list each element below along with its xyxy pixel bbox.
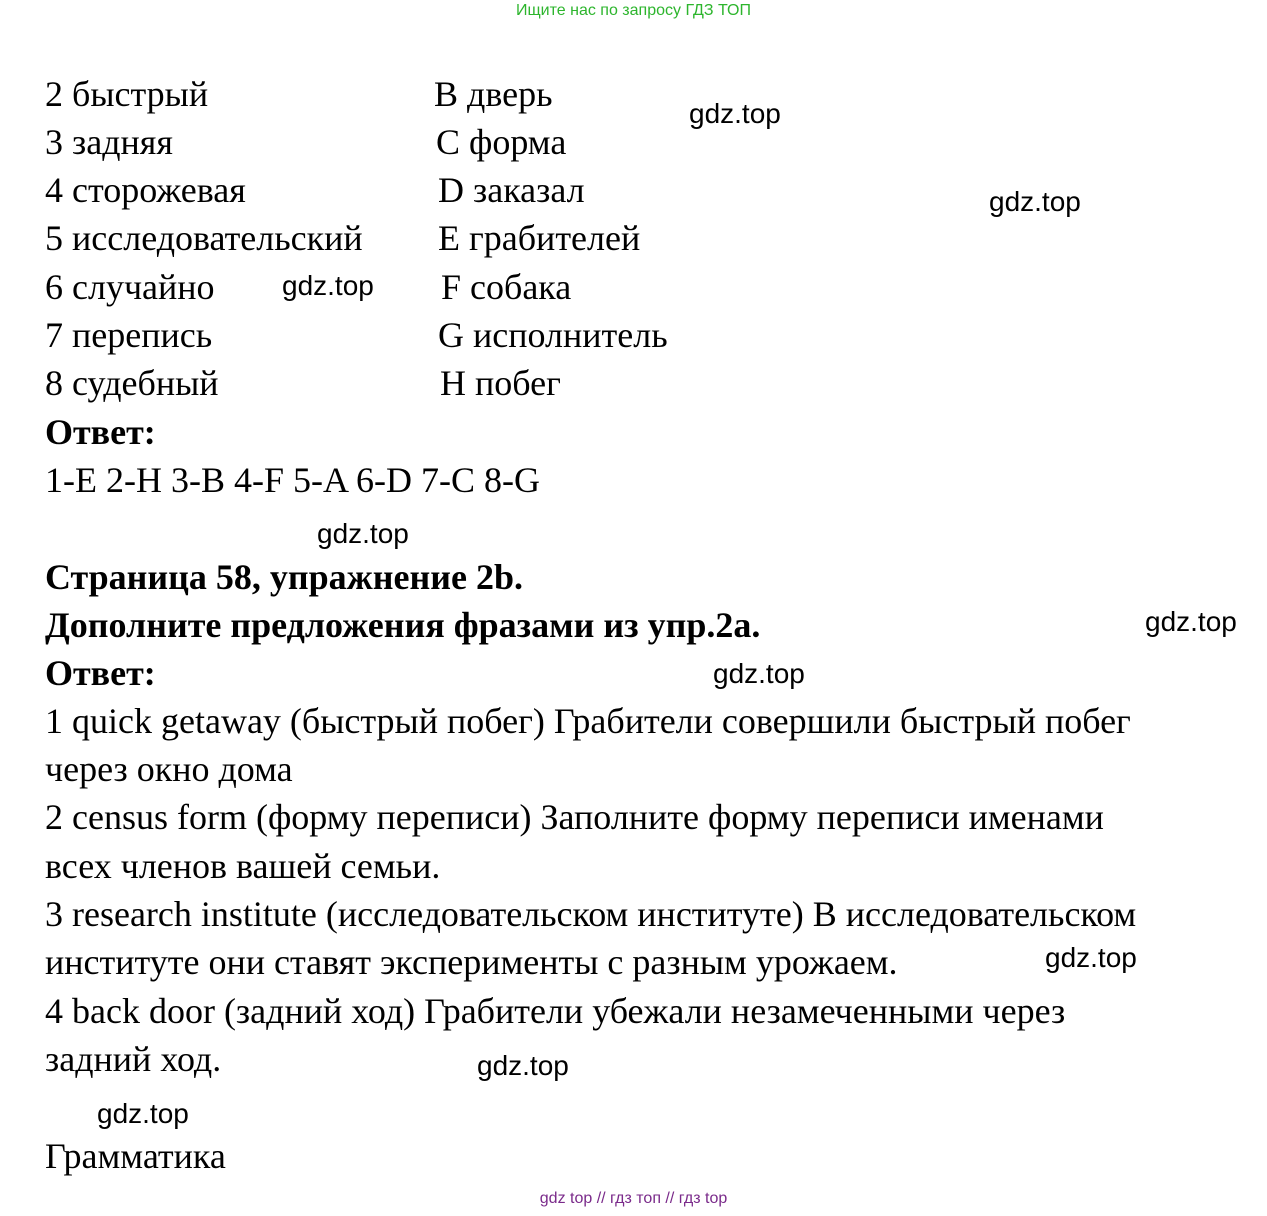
- left-item-6: 6 случайно: [45, 267, 215, 307]
- left-item-7: 7 перепись: [45, 315, 213, 355]
- watermark: gdz.top: [317, 518, 409, 549]
- answer-heading-2: Ответ:: [45, 653, 156, 693]
- right-item-g: G исполнитель: [438, 315, 668, 355]
- watermark: gdz.top: [989, 186, 1081, 217]
- answer-line-5: 3 research institute (исследовательском институте) В исследовательском: [45, 894, 1137, 934]
- watermark: gdz.top: [1045, 942, 1137, 973]
- right-item-c: C форма: [436, 122, 567, 162]
- watermark: gdz.top: [1145, 606, 1237, 637]
- answer-line-8: задний ход.: [45, 1039, 222, 1079]
- answer-text-1: 1-E 2-H 3-B 4-F 5-A 6-D 7-C 8-G: [45, 460, 540, 500]
- answer-line-4: всех членов вашей семьи.: [45, 846, 441, 886]
- answer-heading-1: Ответ:: [45, 412, 156, 452]
- watermark: gdz.top: [477, 1050, 569, 1081]
- answer-line-1: 1 quick getaway (быстрый побег) Грабители совершили быстрый побег: [45, 701, 1131, 741]
- left-item-8: 8 судебный: [45, 363, 219, 403]
- watermark: gdz.top: [97, 1098, 189, 1129]
- right-item-d: D заказал: [438, 170, 585, 210]
- left-item-3: 3 задняя: [45, 122, 173, 162]
- top-banner: Ищите нас по запросу ГДЗ ТОП: [516, 2, 751, 19]
- watermark: gdz.top: [689, 98, 781, 129]
- exercise-instruction: Дополните предложения фразами из упр.2a.: [45, 605, 761, 645]
- section-title-grammar: Грамматика: [45, 1136, 226, 1176]
- answer-line-7: 4 back door (задний ход) Грабители убежали незамеченными через: [45, 991, 1066, 1031]
- left-item-4: 4 сторожевая: [45, 170, 246, 210]
- exercise-title: Страница 58, упражнение 2b.: [45, 557, 523, 597]
- watermark: gdz.top: [713, 658, 805, 689]
- right-item-h: H побег: [440, 363, 561, 403]
- right-item-f: F собака: [441, 267, 572, 307]
- footer-links: gdz top // гдз топ // гдз top: [539, 1190, 728, 1207]
- watermark: gdz.top: [282, 270, 374, 301]
- right-item-b: B дверь: [434, 74, 553, 114]
- answer-line-2: через окно дома: [45, 749, 293, 789]
- left-item-2: 2 быстрый: [45, 74, 209, 114]
- left-item-5: 5 исследовательский: [45, 218, 363, 258]
- right-item-e: E грабителей: [438, 218, 641, 258]
- answer-line-3: 2 census form (форму переписи) Заполните форму переписи именами: [45, 797, 1104, 837]
- answer-line-6: институте они ставят эксперименты с разным урожаем.: [45, 942, 898, 982]
